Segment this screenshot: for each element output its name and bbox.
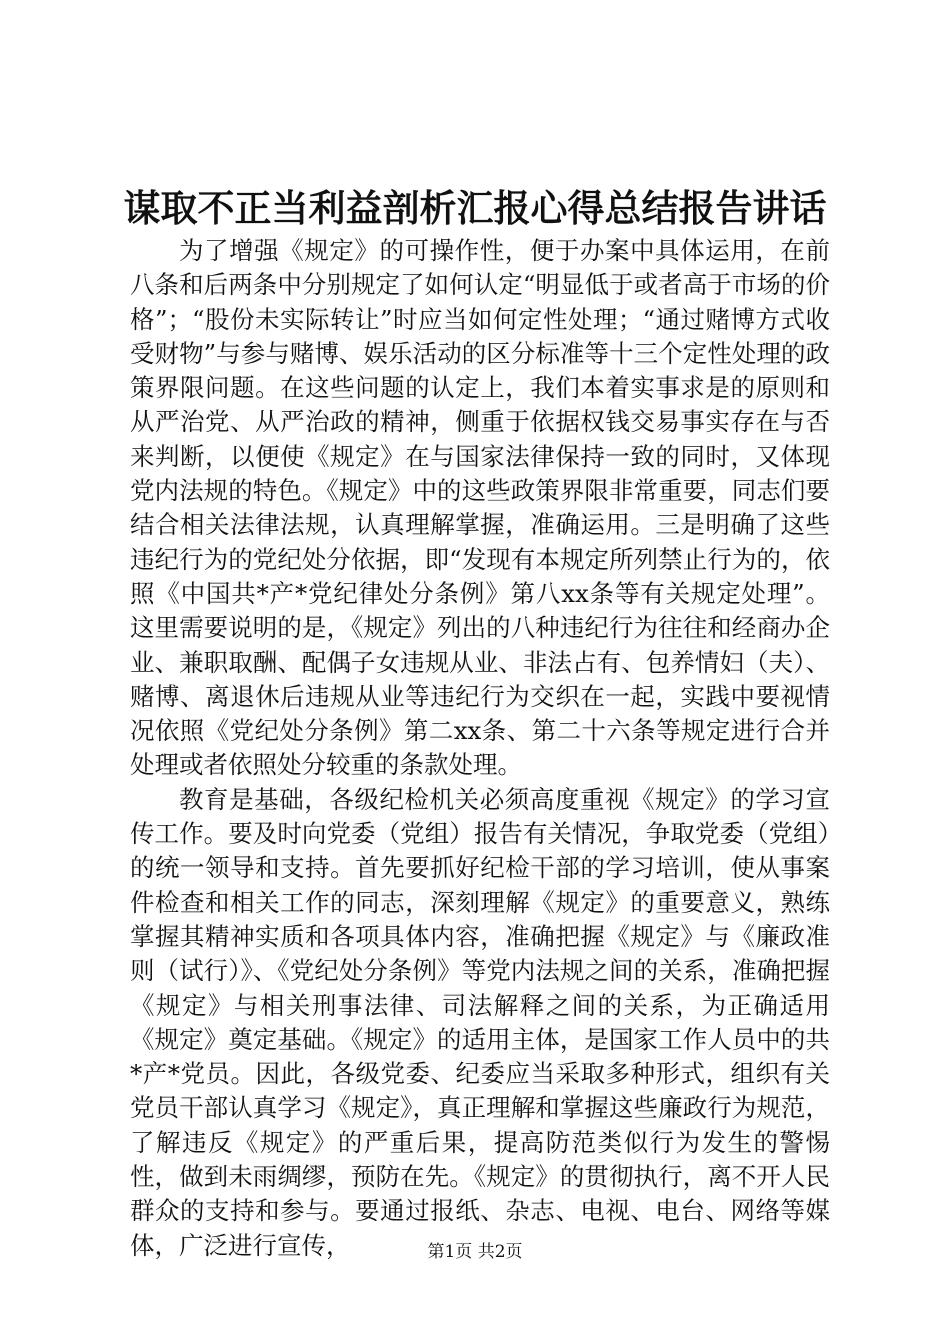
page-number: 第1页 共2页 [427,1242,523,1262]
body-paragraph: 教育是基础，各级纪检机关必须高度重视《规定》的学习宣传工作。要及时向党委（党组）报告有关情况，争取党委（党组）的统一领导和支持。首先要抓好纪检干部的学习培训，使从事案件检查和相关工作的同志，深刻理解《规定》的重要意义，熟练掌握其精神实质和各项具体内容，准确把握《规定》与《廉政准则（试行）》、《党纪处分条例》等党内法规之间的关系，准确把握《规定》与相关刑事法律、司法解释之间的关系，为正确适用《规定》奠定基础。《规定》的适用主体，是国家工作人员中的共*产*党员。因此，各级党委、纪委应当采取多种形式，组织有关党员干部认真学习《规定》，真正理解和掌握这些廉政行为规范，了解违反《规定》的严重后果，提高防范类似行为发生的警惕性，做到未雨绸缪，预防在先。《规定》的贯彻执行，离不开人民群众的支持和参与。要通过报纸、杂志、电视、电台、网络等媒体，广泛进行宣传， [130,784,830,1260]
document-body [130,234,830,1263]
body-paragraph: 为了增强《规定》的可操作性，便于办案中具体运用，在前八条和后两条中分别规定了如何认定“明显低于或者高于市场的价格”；“股份未实际转让”时应当如何定性处理；“通过赌博方式收受财物”与参与赌博、娱乐活动的区分标准等十三个定性处理的政策界限问题。在这些问题的认定上，我们本着实事求是的原则和从严治党、从严治政的精神，侧重于依据权钱交易事实存在与否来判断，以便使《规定》在与国家法律保持一致的同时，又体现党内法规的特色。《规定》中的这些政策界限非常重要，同志们要结合相关法律法规，认真理解掌握，准确运用。三是明确了这些违纪行为的党纪处分依据，即“发现有本规定所列禁止行为的，依照《中国共*产*党纪律处分条例》第八xx条等有关规定处理”。这里需要说明的是，《规定》列出的八种违纪行为往往和经商办企业、兼职取酬、配偶子女违规从业、非法占有、包养情妇（夫）、赌博、离退休后违规从业等违纪行为交织在一起，实践中要视情况依照《党纪处分条例》第二xx条、第二十六条等规定进行合并处理或者依照处分较重的条款处理。 [130,236,830,780]
document-title: 谋取不正当利益剖析汇报心得总结报告讲话 [123,186,827,230]
